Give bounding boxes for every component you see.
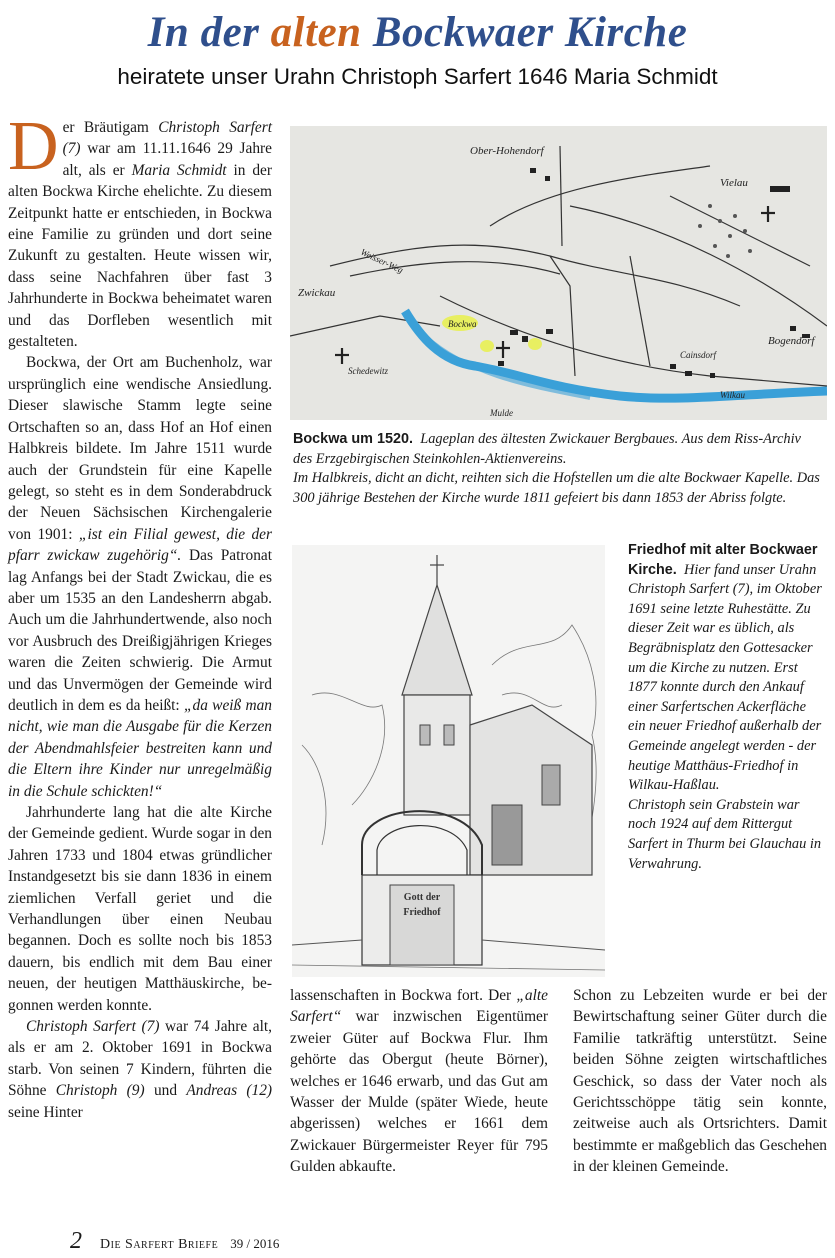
map-label-schedewitz: Schedewitz xyxy=(348,366,388,376)
map-caption xyxy=(293,430,823,508)
page-footer xyxy=(70,1228,279,1255)
body-text: Bockwa, der Ort am Buchenholz, war ursprünglich eine wendische Ansiedlung. Dieser slawische Stamm legte seine Ortschaften so an, dass Hof an Hof einen Halbkreis bildete. Im Jahre 1511 wurde auch der Grundstein für eine Kapelle gelegt, so steht es in dem Sonderabdruck der Neuen Sächsischen Kirchengalerie von 1901: xyxy=(8,354,272,543)
title-accent-word: alten xyxy=(270,9,362,56)
emphasized-text: Christoph Sarfert (7) xyxy=(26,1018,160,1036)
body-text: Das Patronat lag Anfangs bei der Stadt Zwickau, die es aber um 1535 an den Landesherrn abgab. Auch um die Jahrhundertwende, also noch vor Ausbruch des Dreißigjährigen Krieges waren die Zeiten schwierig. Die Armut und das Unvermögen der Gemeinde wird deutlich in dem es da heißt: xyxy=(8,547,273,714)
map-caption-text2: Im Halbkreis, dicht an dicht, reihten sich die Hofstellen um die alte Bockwaer Kapelle. Das 300 jährige Bestehen der Kirche wurde 1811 gefeiert bis dann 1853 der Abriss folgte. xyxy=(293,470,820,506)
emphasized-text: „da weiß man nicht, wie man die Ausgabe für die Kerzen der Abendmahlsfeier bestreiten kann und die Eltern ihre Kinder nur unregelmäßig in die Schule schickten!“ xyxy=(8,696,272,800)
map-label-wilkau: Wilkau xyxy=(720,390,745,400)
map-label-mulde: Mulde xyxy=(490,408,513,418)
paragraph-4 xyxy=(8,1016,272,1123)
emphasized-text: „alte Sarfert“ xyxy=(290,987,548,1026)
emphasized-text: „ist ein Filial gewest, die der pfarr zwickaw zugehörig“. xyxy=(8,525,272,565)
map-label-vielau: Vielau xyxy=(720,177,748,189)
side-caption-text2: Christoph sein Grabstein war noch 1924 auf dem Rittergut Sarfert in Thurm bei Glauchau in Verwahrung. xyxy=(628,796,822,872)
paragraph-5 xyxy=(290,985,548,1178)
body-text: lassenschaften in Bockwa fort. Der xyxy=(290,987,517,1004)
title-part1: In der xyxy=(147,9,271,56)
magazine-name: Die Sarfert Briefe xyxy=(100,1237,219,1252)
body-text: war am 11.11.1646 29 Jahre alt, als er xyxy=(62,140,272,179)
map-caption-text1: Lageplan des ältesten Zwickauer Bergbaues. Aus dem Riss-Archiv des Erzgebirgischen Steinkohlen-Aktienvereins. xyxy=(293,431,801,467)
article-column-2 xyxy=(290,985,548,1178)
map-label-zwickau: Zwickau xyxy=(298,287,336,299)
paragraph-2 xyxy=(8,352,272,802)
historic-map-image xyxy=(290,126,827,420)
emphasized-text: Christoph (9) xyxy=(55,1082,145,1100)
article-column-3 xyxy=(573,985,827,1178)
body-text: seine Hinter xyxy=(8,1103,83,1121)
body-text: war 74 Jahre alt, als er am 2. Oktober 1691 in Bockwa starb. Von seinen 7 Kindern, führten die Söhne xyxy=(8,1018,272,1100)
emphasized-text: Andreas (12) xyxy=(186,1082,273,1100)
body-text: Jahrhunderte lang hat die alte Kirche der Gemeinde gedient. Wurde sogar in den Jahren 1733 und 1804 etwas gründlicher Instandgesetzt bis sie dann 1836 in einem ziemlichen Verfall geriet und die Verhandlungen über einen Neubau begannen. Doch es sollte noch bis 1853 dauern, bis endlich mit dem Bau einer neuen, der heutigen Matthäuskirche, begonnen werden konnte. xyxy=(8,804,272,1014)
church-sketch-caption xyxy=(628,541,826,874)
body-text: Schon zu Lebzeiten wurde er bei der Bewirtschaftung seiner Güter durch die Familie tatkräftig unterstützt. Seine beiden Söhne zeigten wirtschaftliches Geschick, so dass der Vater noch als Gerichtsschöppe tätig sein konnte, zeitweise auch als Ortsrichters. Damit bestimmte er maßgeblich das Geschehen in der kleinen Gemeinde. xyxy=(573,987,827,1176)
page-number: 2 xyxy=(70,1228,82,1254)
emphasized-text: Christoph Sarfert (7) xyxy=(62,119,272,158)
side-caption-title: Friedhof mit alter Bockwaer Kirche. xyxy=(628,542,818,578)
body-text: und xyxy=(144,1082,187,1100)
drop-cap: D xyxy=(8,108,59,185)
body-text: er Bräutigam xyxy=(62,119,159,136)
church-sketch-image xyxy=(292,545,605,977)
sketch-gate-text2: Friedhof xyxy=(403,907,441,918)
map-label-bockwa: Bockwa xyxy=(448,319,477,329)
body-text: war inzwischen Eigentümer zweier Güter auf Bockwa Flur. Ihm gehörte das Obergut (heute Börner), welches er 1646 erwarb, und das Gut am Wasser der Mulde (später Wiede, heute abgerissen) welches er 1661 dem Zwickauer Bürgermeister Reyer für 795 Gulden abkaufte. xyxy=(290,1008,548,1176)
map-label-weisser: Weisser-Weg xyxy=(359,246,405,276)
body-text: in der alten Bockwa Kirche ehelichte. Zu diesem Zeitpunkt hatte er entschieden, in Bockwa eine Familie zu gründen und dort seine Zukunft zu gestalten. Heute wissen wir, dass seine Nachfahren über fast 3 Jahrhunderte in Bockwa beheimatet waren und das Dorfleben wesentlich mit gestalteten. xyxy=(8,161,272,351)
paragraph-1 xyxy=(8,108,272,352)
issue-number: 39 / 2016 xyxy=(230,1236,280,1251)
sketch-gate-text1: Gott der xyxy=(403,892,441,903)
map-label-cainsdorf: Cainsdorf xyxy=(680,350,717,360)
page-subtitle: heiratete unser Urahn Christoph Sarfert 1646 Maria Schmidt xyxy=(117,64,718,89)
title-part2: Bockwaer Kirche xyxy=(361,9,688,56)
emphasized-text: Maria Schmidt xyxy=(131,161,227,179)
map-label-bogendorf: Bogendorf xyxy=(768,335,815,347)
map-caption-title: Bockwa um 1520. xyxy=(293,431,413,447)
page-title xyxy=(0,8,835,57)
side-caption-text1: Hier fand unser Urahn Christoph Sarfert (7), im Oktober 1691 seine letzte Ruhestätte. Zu dieser Zeit war es üblich, als Begräbnisplatz den Gottesacker um die Kirche zu nutzen. Erst 1877 konnte durch den Ankauf einer Sarfertschen Ackerfläche ein neuer Friedhof außerhalb der Gemeinde angelegt werden - der heutige Matthäus-Friedhof in Wilkau-Haßlau. xyxy=(628,561,822,794)
map-label-oberhohndorf: Ober-Hohendorf xyxy=(470,145,544,157)
paragraph-3 xyxy=(8,802,272,1016)
article-column-1 xyxy=(8,108,273,1123)
paragraph-6 xyxy=(573,985,827,1178)
